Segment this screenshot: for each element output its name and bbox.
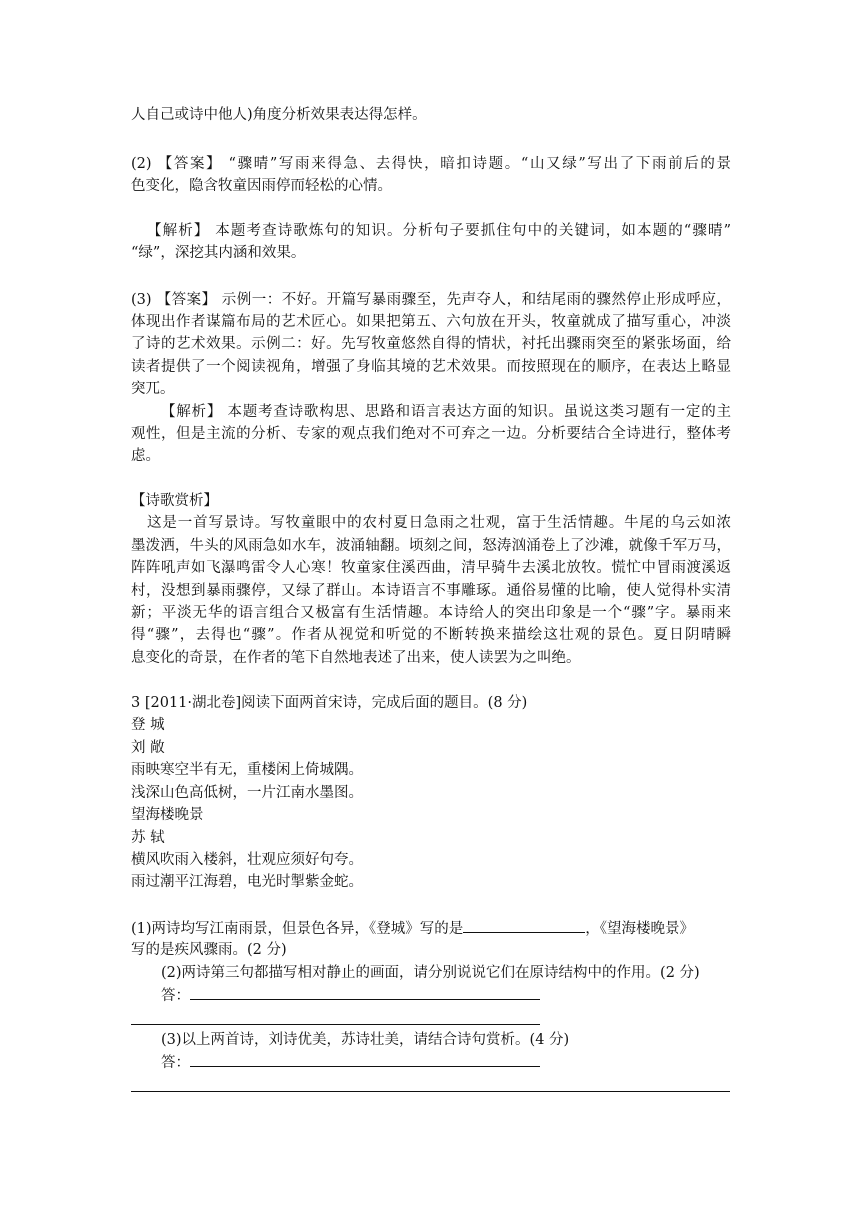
question-3: (3)以上两首诗，刘诗优美，苏诗壮美，请结合诗句赏析。(4 分) (161, 1032, 570, 1048)
answer-2-line: (2) 【答案】 “骤晴”写雨来得急、去得快，暗扣诗题。“山又绿”写出了下雨前后的景 (131, 156, 731, 172)
appreciation-line: 这是一首写景诗。写牧童眼中的农村夏日急雨之壮观，富于生活情趣。牛尾的乌云如浓 (147, 515, 731, 531)
poem-2-line: 雨过潮平江海碧，电光时掣紫金蛇。 (131, 874, 363, 890)
analysis-2-line: 【解析】 本题考查诗歌炼句的知识。分析句子要抓住句中的关键词，如本题的“骤晴” (147, 223, 731, 239)
answer-3-line: 读者提供了一个阅读视角，增强了身临其境的艺术效果。而按照现在的顺序，在表达上略显 (131, 359, 731, 375)
question-2: (2)两诗第三句都描写相对静止的画面，请分别说说它们在原诗结构中的作用。(2 分) (161, 965, 700, 981)
question-3-answer (161, 1051, 731, 1073)
analysis-2-line: “绿”，深挖其内涵和效果。 (131, 245, 306, 261)
question-3-heading: 3 [2011·湖北卷]阅读下面两首宋诗，完成后面的题目。(8 分) (131, 695, 528, 711)
answer-3-line: 突兀。 (131, 381, 175, 397)
analysis-3-line: 虑。 (131, 448, 160, 464)
answer-label: 答： (161, 988, 190, 1004)
poem-1-title: 登 城 (131, 717, 165, 733)
text-line: 人自己或诗中他人)角度分析效果表达得怎样。 (131, 107, 427, 123)
question-1 (131, 917, 731, 939)
answer-line[interactable] (131, 1024, 540, 1025)
poem-1-line: 浅深山色高低树，一片江南水墨图。 (131, 785, 363, 801)
question-1-prompt-end: ，《望海楼晚景》 (585, 921, 695, 937)
section-heading: 【诗歌赏析】 (131, 493, 218, 509)
question-1-prompt: (1)两诗均写江南雨景，但景色各异，《登城》写的是 (131, 921, 464, 937)
appreciation-line: 村，没想到暴雨骤停，又绿了群山。本诗语言不事雕琢。通俗易懂的比喻，使人觉得朴实清 (131, 583, 731, 599)
poem-2-author: 苏 轼 (131, 830, 165, 846)
answer-3-line: (3) 【答案】 示例一：不好。开篇写暴雨骤至，先声夺人，和结尾雨的骤然停止形成呼应， (131, 292, 731, 308)
analysis-3-line: 【解析】 本题考查诗歌构思、思路和语言表达方面的知识。虽说这类习题有一定的主 (161, 404, 731, 420)
answer-3-line: 了诗的艺术效果。示例二：好。先写牧童悠然自得的情状，衬托出骤雨突至的紧张场面，给 (131, 336, 731, 352)
question-2-answer (161, 984, 731, 1006)
question-1-blank[interactable] (463, 917, 585, 933)
question-2-answer-blank[interactable] (190, 984, 540, 1000)
appreciation-line: 阵阵吼声如飞瀑鸣雷令人心寒！牧童家住溪西曲，清早骑牛去溪北放牧。慌忙中冒雨渡溪返 (131, 560, 731, 576)
appreciation-line: 新；平淡无华的语言组合又极富有生活情趣。本诗给人的突出印象是一个“骤”字。暴雨来 (131, 605, 731, 621)
answer-2-line: 色变化，隐含牧童因雨停而轻松的心情。 (131, 178, 392, 194)
question-3-answer-blank[interactable] (190, 1051, 540, 1067)
poem-2-title: 望海楼晚景 (131, 807, 204, 823)
poem-1-line: 雨映寒空半有无，重楼闲上倚城隅。 (131, 762, 363, 778)
answer-line[interactable] (131, 1091, 730, 1092)
appreciation-line: 息变化的奇景，在作者的笔下自然地表述了出来，使人读罢为之叫绝。 (131, 650, 581, 666)
analysis-3-line: 观性，但是主流的分析、专家的观点我们绝对不可弃之一边。分析要结合全诗进行，整体考 (131, 426, 731, 442)
poem-2-line: 横风吹雨入楼斜，壮观应须好句夸。 (131, 852, 363, 868)
appreciation-line: 得“骤”，去得也“骤”。作者从视觉和听觉的不断转换来描绘这壮观的景色。夏日阴晴瞬 (131, 627, 731, 643)
answer-label: 答： (161, 1055, 190, 1071)
answer-3-line: 体现出作者谋篇布局的艺术匠心。如果把第五、六句放在开头，牧童就成了描写重心，冲淡 (131, 314, 731, 330)
appreciation-line: 墨泼洒，牛头的风雨急如水车，波涌轴翻。顷刻之间，怒涛汹涌卷上了沙滩，就像千军万马， (131, 538, 731, 554)
question-1-line: 写的是疾风骤雨。(2 分) (131, 942, 287, 958)
poem-1-author: 刘 敞 (131, 740, 165, 756)
